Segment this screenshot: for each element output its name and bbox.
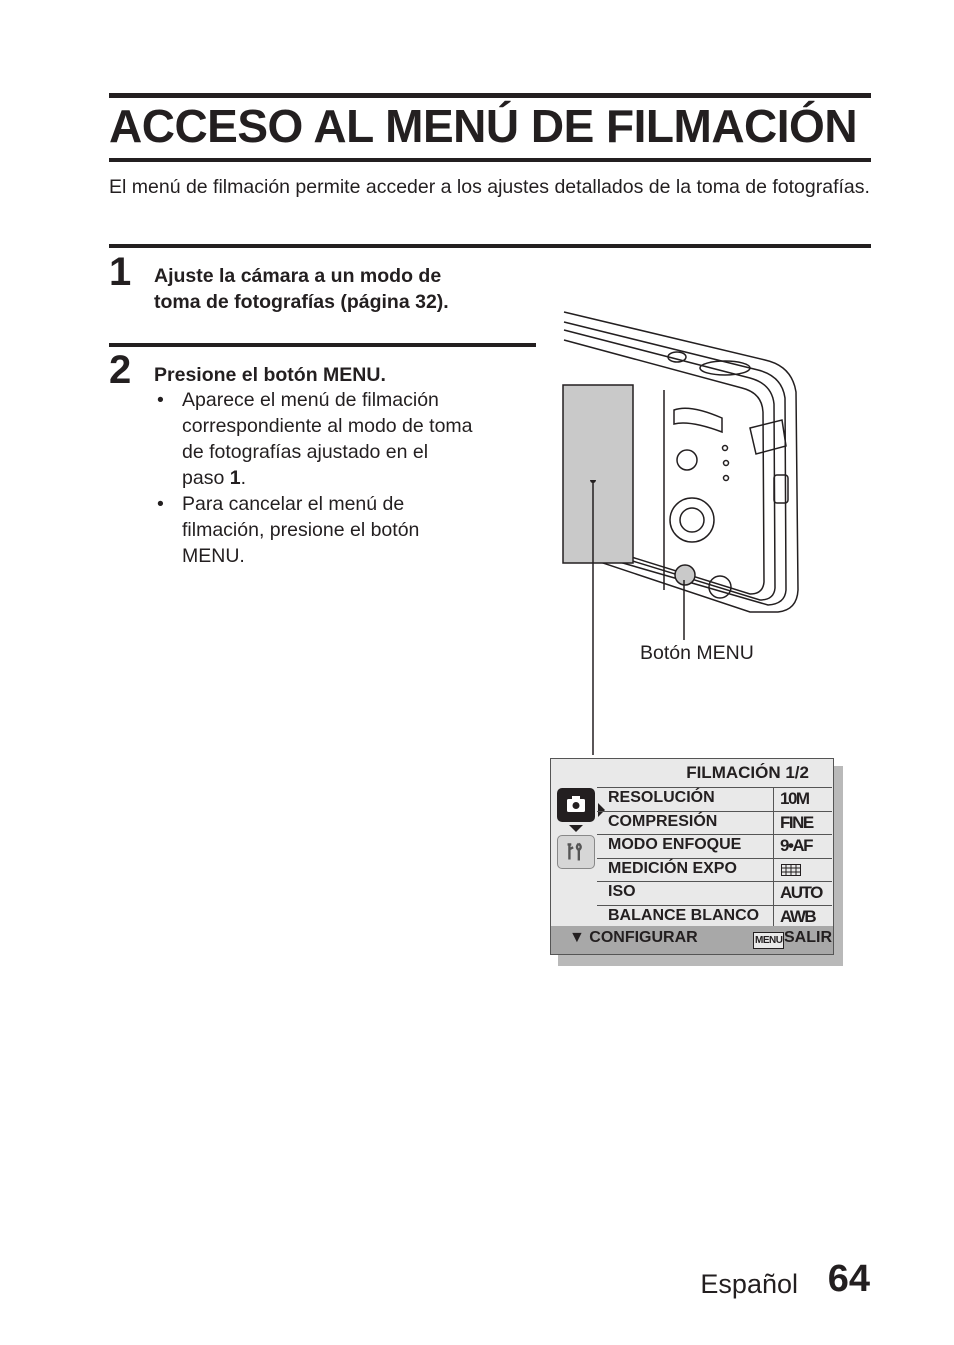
tab-down-arrow-icon xyxy=(569,825,583,832)
bullet-line: de fotografías ajustado en el xyxy=(182,441,429,463)
row-label: ISO xyxy=(608,883,636,900)
footer-language: Español xyxy=(700,1269,798,1299)
focus-mode-icon: 9•AF xyxy=(780,836,813,855)
step1-heading xyxy=(154,263,449,315)
table-row xyxy=(597,905,832,929)
metering-grid-icon xyxy=(781,864,801,876)
step2-rule xyxy=(109,343,536,347)
white-balance-icon: AWB xyxy=(780,906,816,926)
table-row xyxy=(597,787,832,811)
row-value xyxy=(773,835,832,858)
step2-number: 2 xyxy=(109,348,132,392)
bullet-dot: • xyxy=(157,493,164,515)
step2-bullets xyxy=(154,387,524,569)
bullet-line: correspondiente al modo de toma xyxy=(182,415,473,437)
camera-icon xyxy=(557,788,595,822)
page-title: ACCESO AL MENÚ DE FILMACIÓN xyxy=(109,100,858,152)
bullet-line: filmación, presione el botón xyxy=(182,519,420,541)
footer-exit-label: SALIR xyxy=(784,929,832,946)
menu-tab-setup xyxy=(557,835,595,869)
menu-screen-footer xyxy=(551,926,833,954)
row-value xyxy=(773,882,832,905)
row-label: MODO ENFOQUE xyxy=(608,836,742,853)
callout-leader-lines xyxy=(590,480,700,760)
row-value xyxy=(773,906,832,928)
wrench-icon xyxy=(558,836,594,868)
compression-icon: FINE xyxy=(780,812,813,832)
table-row xyxy=(597,811,832,835)
row-label: RESOLUCIÓN xyxy=(608,789,715,806)
row-label: MEDICIÓN EXPO xyxy=(608,859,737,877)
step1-heading-line2: toma de fotografías (página 32). xyxy=(154,291,449,313)
menu-tab-camera xyxy=(557,788,595,822)
menu-screen-title: FILMACIÓN 1/2 xyxy=(686,763,809,782)
step1-heading-line1: Ajuste la cámara a un modo de xyxy=(154,265,442,287)
intro-paragraph: El menú de filmación permite acceder a los ajustes detallados de la toma de fotografías. xyxy=(109,176,870,198)
row-value xyxy=(773,859,832,882)
step-reference: 1 xyxy=(229,467,241,489)
row-label: COMPRESIÓN xyxy=(608,812,718,830)
row-label: BALANCE BLANCO xyxy=(608,906,760,924)
menu-rows xyxy=(597,787,832,928)
bullet-line: . xyxy=(240,467,246,489)
menu-screen xyxy=(550,758,834,955)
row-value xyxy=(773,788,832,811)
resolution-icon: 10M xyxy=(780,789,809,808)
menu-key-icon: MENU xyxy=(753,932,784,949)
row-value xyxy=(773,812,832,835)
table-row xyxy=(597,858,832,882)
table-row xyxy=(597,881,832,905)
title-rule-top xyxy=(109,93,871,98)
menu-button-callout: Botón MENU xyxy=(640,642,754,664)
bullet-line: Aparece el menú de filmación xyxy=(182,389,439,411)
step2-heading: Presione el botón MENU. xyxy=(154,364,386,386)
bullet-line: MENU. xyxy=(182,545,245,567)
footer-configure-label: ▼ CONFIGURAR xyxy=(569,929,698,946)
bullet-dot: • xyxy=(157,389,164,411)
step1-number: 1 xyxy=(109,250,132,294)
step1-rule xyxy=(109,244,871,248)
table-row xyxy=(597,834,832,858)
bullet-line: paso xyxy=(182,467,230,489)
list-item xyxy=(154,387,524,491)
title-rule-bottom xyxy=(109,158,871,162)
bullet-line: Para cancelar el menú de xyxy=(182,493,405,515)
list-item xyxy=(154,491,524,569)
iso-icon: AUTO xyxy=(780,883,822,902)
page-number: 64 xyxy=(827,1258,870,1300)
